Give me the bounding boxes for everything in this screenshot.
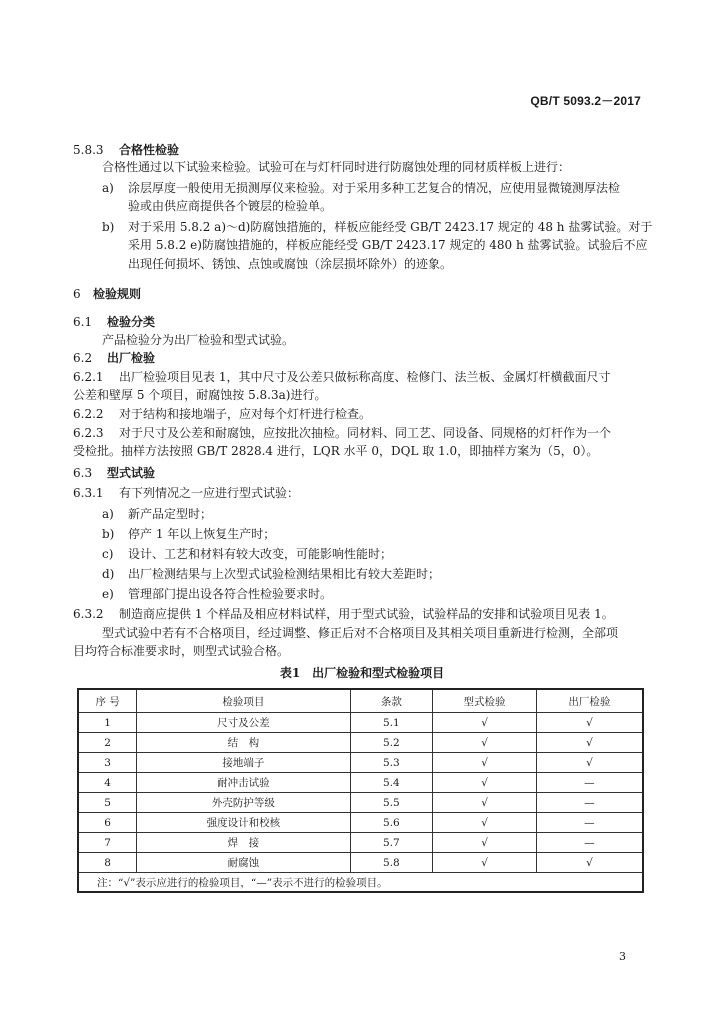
table-row [78,833,643,853]
table-row [78,733,643,753]
table-cell: √ [536,753,643,773]
section-number: 6.3.1 [73,486,104,500]
table-cell: 5.2 [350,733,433,753]
list-item [102,546,392,562]
table-cell: √ [536,713,643,733]
table-cell: 7 [78,833,137,853]
table-cell: 6 [78,813,137,833]
table-cell: √ [536,733,643,753]
section-number: 6.3.2 [73,607,104,621]
section-5-8-3-heading [73,142,179,158]
table-cell: 尺寸及公差 [137,713,350,733]
list-item-a [102,180,620,196]
table-cell: — [536,793,643,813]
clause-continuation: 公差和壁厚 5 个项目，耐腐蚀按 5.8.3a)进行。 [73,388,327,402]
header-cell: 型式检验 [433,689,537,713]
table-cell: 5.4 [350,773,433,793]
table-row [78,853,643,873]
clause-text: 制造商应提供 1 个样品及相应材料试样，用于型式试验，试验样品的安排和试验项目见表 1。 [119,607,614,621]
table-cell: 4 [78,773,137,793]
table-cell: √ [433,753,537,773]
section-title: 检验规则 [93,287,142,301]
table-row [78,813,643,833]
table-cell: √ [536,853,643,873]
table-cell: 5.7 [350,833,433,853]
table-cell: 耐腐蚀 [137,853,350,873]
section-number: 6 [73,287,81,301]
clause-6-2-2 [73,406,371,422]
table-cell: 5 [78,793,137,813]
paragraph-continuation: 目均符合标准要求时，则型式试验合格。 [73,644,290,658]
table-row [78,793,643,813]
section-number: 6.1 [73,315,93,329]
section-number: 6.2.2 [73,407,104,421]
table-cell: 5.5 [350,793,433,813]
list-text: 涂层厚度一般使用无损测厚仪来检验。对于采用多种工艺复合的情况，应使用显微镜测厚法检 [128,181,621,195]
table-cell: 接地端子 [137,753,350,773]
table-row [78,713,643,733]
clause-text: 有下列情况之一应进行型式试验： [119,486,300,500]
table-cell: 5.3 [350,753,433,773]
table-header-row [78,689,643,713]
list-label: b) [102,527,115,541]
table-cell: — [536,813,643,833]
list-item [102,566,440,582]
list-item-b [102,219,652,235]
clause-text: 对于结构和接地端子，应对每个灯杆进行检查。 [119,407,372,421]
section-number: 6.2.1 [73,370,104,384]
list-text: 管理部门提出设各符合性检验要求时。 [128,587,333,601]
table-cell: √ [433,793,537,813]
section-number: 6.2.3 [73,426,104,440]
table-cell: √ [433,833,537,853]
table-cell: — [536,773,643,793]
table-cell: √ [433,733,537,753]
section-number: 5.8.3 [73,143,104,157]
clause-text: 对于尺寸及公差和耐腐蚀，应按批次抽检。同材料、同工艺、同设备、同规格的灯杆作为一个 [119,426,612,440]
table-cell: 5.8 [350,853,433,873]
section-title: 型式试验 [107,466,156,480]
table-cell: 外壳防护等级 [137,793,350,813]
table-cell: 强度设计和校核 [137,813,350,833]
list-item-continuation: 采用 5.8.2 e)防腐蚀措施的，样板应能经受 GB/T 2423.17 规定的 480 h 盐雾试验。试验后不应 [128,238,648,252]
page-number: 3 [619,950,626,963]
section-6-2-heading [73,350,155,366]
paragraph: 型式试验中若有不合格项目，经过调整、修正后对不合格项目及其相关项目重新进行检测，全部项 [102,626,619,640]
header-cell: 出厂检验 [536,689,643,713]
table-note-row [78,873,643,893]
list-label: a) [102,507,114,521]
list-label: c) [102,547,114,561]
standard-code: QB/T 5093.2－2017 [530,94,641,108]
section-title: 检验分类 [107,315,156,329]
list-item-continuation: 出现任何损坏、锈蚀、点蚀或腐蚀（涂层损坏除外）的迹象。 [128,257,453,271]
header-cell: 检验项目 [137,689,350,713]
table-caption: 表1 出厂检验和型式检验项目 [279,666,445,680]
clause-6-2-3 [73,425,611,441]
section-title: 合格性检验 [119,143,180,157]
clause-6-3-2 [73,606,614,622]
clause-text: 出厂检验项目见表 1，其中尺寸及公差只做标称高度、检修门、法兰板、金属灯杆横截面尺寸 [119,370,611,384]
list-text: 出厂检测结果与上次型式试验检测结果相比有较大差距时； [128,567,441,581]
table-cell: 5.1 [350,713,433,733]
table-cell: 3 [78,753,137,773]
paragraph: 合格性通过以下试验来检验。试验可在与灯杆同时进行防腐蚀处理的同材质样板上进行： [102,160,571,174]
table-cell: √ [433,773,537,793]
section-number: 6.2 [73,351,93,365]
table-cell: √ [433,713,537,733]
list-item [102,586,332,602]
list-item-continuation: 验或由供应商提供各个镀层的检验单。 [128,199,333,213]
clause-6-3-1 [73,485,299,501]
list-item [102,526,275,542]
section-6-1-heading [73,314,155,330]
table-cell: √ [433,813,537,833]
inspection-items-table [77,688,644,893]
table-note: 注：“√”表示应进行的检验项目，“—”表示不进行的检验项目。 [78,873,643,893]
list-text: 新产品定型时； [128,507,213,521]
table-row [78,773,643,793]
clause-6-2-1 [73,369,610,385]
table-cell: 焊 接 [137,833,350,853]
paragraph: 产品检验分为出厂检验和型式试验。 [102,333,295,347]
list-label: d) [102,567,115,581]
section-6-3-heading [73,465,155,481]
list-item [102,506,212,522]
table-row [78,753,643,773]
table-cell: — [536,833,643,853]
header-cell: 序 号 [78,689,137,713]
section-title: 出厂检验 [107,351,156,365]
section-number: 6.3 [73,466,93,480]
section-6-heading [73,286,141,302]
table-cell: 8 [78,853,137,873]
list-label: a) [102,181,114,195]
table-cell: √ [433,853,537,873]
list-text: 对于采用 5.8.2 a)～d)防腐蚀措施的，样板应能经受 GB/T 2423.17 规定的 48 h 盐雾试验。对于 [128,220,653,234]
clause-continuation: 受检批。抽样方法按照 GB/T 2828.4 进行，LQR 水平 0，DQL 取 1.0，即抽样方案为（5，0）。 [73,444,599,458]
list-text: 设计、工艺和材料有较大改变，可能影响性能时； [128,547,393,561]
list-label: b) [102,220,115,234]
table-cell: 耐冲击试验 [137,773,350,793]
table-cell: 5.6 [350,813,433,833]
list-text: 停产 1 年以上恢复生产时； [128,527,276,541]
table-cell: 2 [78,733,137,753]
table-cell: 结 构 [137,733,350,753]
table-cell: 1 [78,713,137,733]
header-cell: 条款 [350,689,433,713]
list-label: e) [102,587,114,601]
